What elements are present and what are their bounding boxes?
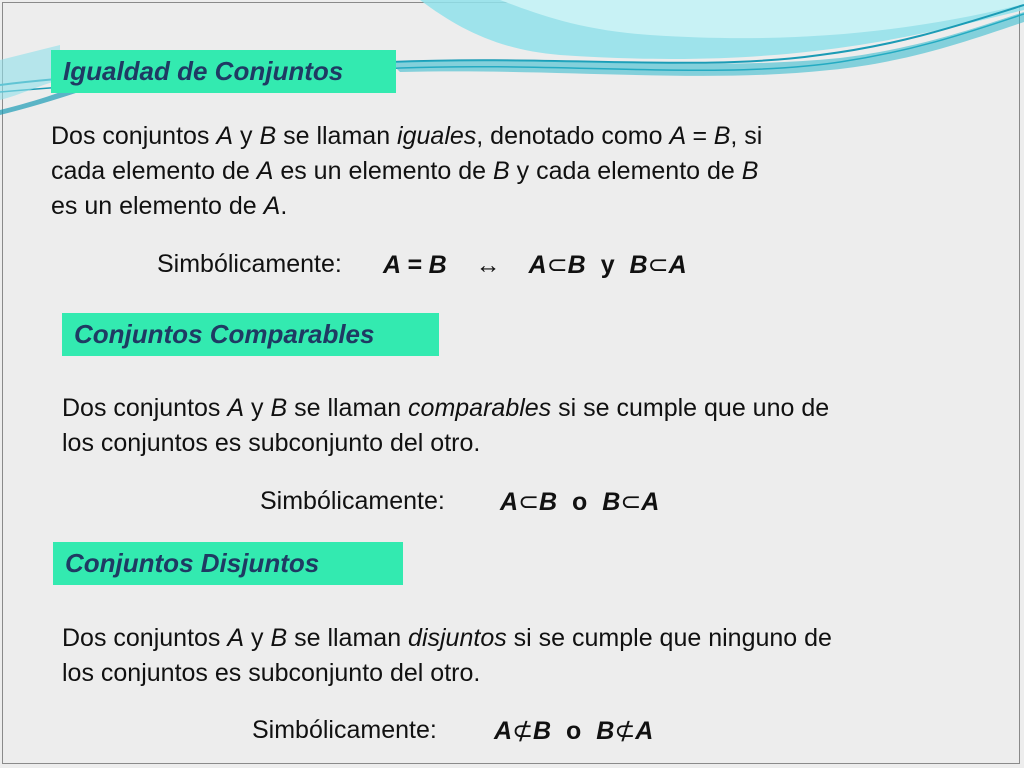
subset-symbol: ⊂: [546, 251, 568, 279]
heading-text: Igualdad de Conjuntos: [63, 56, 344, 86]
paragraph-disjuntos: Dos conjuntos A y B se llaman disjuntos si se cumple que ninguno de los conjuntos es subconjunto del otro.: [62, 624, 832, 687]
formula-comparables: A⊂B o B⊂A: [500, 488, 660, 516]
heading-igualdad: [51, 50, 396, 93]
heading-text: Conjuntos Comparables: [74, 319, 375, 349]
formula-disjuntos: A⊄B o B⊄A: [494, 717, 654, 745]
paragraph-igualdad: Dos conjuntos A y B se llaman iguales, denotado como A = B, si cada elemento de A es un elemento de B y cada elemento de B es un elemento de A.: [51, 122, 763, 220]
formula-igualdad: A = B ↔ A⊂B y B⊂A: [383, 251, 687, 279]
paragraph-comparables: Dos conjuntos A y B se llaman comparables si se cumple que uno de los conjuntos es subconjunto del otro.: [62, 394, 830, 457]
iff-symbol: ↔: [475, 251, 501, 279]
subset-symbol: ⊂: [518, 488, 540, 516]
not-subset-symbol: ⊄: [512, 717, 534, 745]
symbolic-label: Simbólicamente:: [252, 716, 437, 744]
symbolic-label: Simbólicamente:: [260, 487, 445, 515]
symbolic-label: Simbólicamente:: [157, 250, 342, 278]
subset-symbol: ⊂: [647, 251, 669, 279]
heading-comparables: [62, 313, 439, 356]
not-subset-symbol: ⊄: [614, 717, 636, 745]
subset-symbol: ⊂: [620, 488, 642, 516]
heading-text: Conjuntos Disjuntos: [65, 548, 320, 578]
heading-disjuntos: [53, 542, 403, 585]
